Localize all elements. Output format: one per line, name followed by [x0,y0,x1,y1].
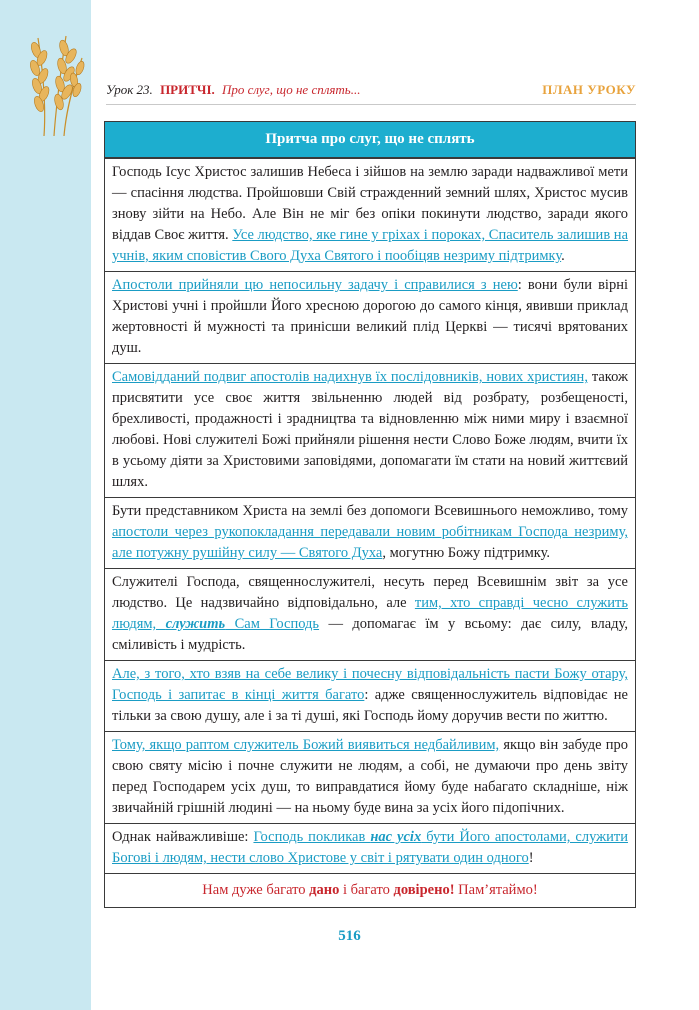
table-cell [105,568,635,660]
cell-highlight: Тому, якщо раптом служитель Божий виявиться недбайливим, [112,737,500,753]
table-cell [105,271,635,363]
table-cell [105,363,635,497]
cell-text: також присвятити усе своє життя звільненню людей від розбрату, розбещеності, брехливості, продажності і зрадництва та відновленню між ними миру і взаємної любові. Нові служителі Божі прийняли рішення нести Слово Боже людям, вчити їх в усьому діяти за Христовими заповідями, допомагати їм стати на новий життєвий шлях. [112,369,628,490]
table-cell [105,497,635,568]
cell-highlight-bold: служить [165,616,226,632]
cell-highlight-bold: нас усіх [370,829,422,845]
cell-text: ! [528,850,534,866]
conclusion-bold: дано [309,882,340,898]
conclusion-bold: довірено! [393,882,455,898]
page-header [106,82,636,100]
conclusion-text: Пам’ятаймо! [454,882,538,898]
cell-text: Служителі Господа, священнослужителі, несуть перед Всевишнім звіт за усе людство. Це надзвичайно відповідально, але [112,574,628,611]
table-cell [105,823,635,873]
cell-text: Господь Ісус Христос залишив Небеса і зійшов на землю заради надважливої мети — спасіння людства. Пройшовши Свій стражденний земний шлях, Христос мусив знову зійти на Небо. Але Він не міг без опіки покинути людство, заради якого віддав Своє життя. [112,164,628,243]
cell-highlight-text: бути Його апостолами, служити Богові і людям, нести слово Христове у світ і рятувати один одного [112,829,628,866]
header-divider [106,104,636,105]
cell-highlight-text: Сам Господь [225,616,320,632]
cell-text: — допомагає їм у всьому: дає силу, владу, сміливість і мудрість. [112,616,628,653]
cell-highlight: Самовідданий подвиг апостолів надихнув їх послідовників, нових християн, [112,369,588,385]
cell-text: Бути представником Христа на землі без допомоги Всевишнього неможливо, тому [112,503,628,519]
side-band [0,0,91,1010]
lesson-subtitle: Про слуг, що не сплять... [222,82,361,97]
conclusion-text: Нам дуже багато [202,882,310,898]
lesson-topic: ПРИТЧІ. [160,82,215,97]
table-title: Притча про слуг, що не сплять [105,122,635,158]
cell-highlight: Апостоли прийняли цю непосильну задачу і справилися з нею [112,277,518,293]
cell-text: якщо він забуде про свою святу місію і почне служити не людям, а собі, не думаючи про день звіту перед Господарем усіх душ, то виправдатися йому буде набагато складніше, ніж звичайній грішній людині — на ньому буде вина за усіх його підопічних. [112,737,628,816]
cell-text: : вони були вірні Христові учні і пройшли Його хресною дорогою до самого кінця, явивши приклад жертовності й мужності та принісши великий плід Церкві — тисячі врятованих душ. [112,277,628,356]
cell-highlight: Усе людство, яке гине у гріхах і пороках, Спаситель залишив на учнів, яким сповістив Свого Духа Святого і пообіцяв незриму підтримку [112,227,629,264]
cell-highlight: апостоли через рукопокладання передавали новим робітникам Господа незриму, але потужну рушійну силу — Святого Духа [112,524,628,561]
cell-highlight: Але, з того, хто взяв на себе велику і почесну відповідальність пасти Божу отару, Господь і запитає в кінці життя багато [112,666,628,703]
cell-text: , могутню Божу підтримку. [382,545,551,561]
lesson-number: Урок 23. [106,82,153,97]
cell-text: . [561,248,565,264]
section-label: ПЛАН УРОКУ [542,82,636,97]
table-cell [105,731,635,823]
cell-text: : адже священнослужитель відповідає не тільки за свою душу, але і за ті душі, які Господь йому доручив вести по життю. [112,687,628,724]
page-number: 516 [338,928,361,944]
parable-table [104,121,636,908]
cell-text: Однак найважливіше: [112,829,254,845]
cell-highlight-text: Господь покликав [253,829,371,845]
wheat-icon [14,28,96,138]
conclusion-row [105,873,635,907]
conclusion-text: і багато [339,882,394,898]
table-cell [105,660,635,731]
cell-highlight-text: тим, хто справді чесно служить людям, [112,595,629,632]
table-cell [105,158,635,271]
